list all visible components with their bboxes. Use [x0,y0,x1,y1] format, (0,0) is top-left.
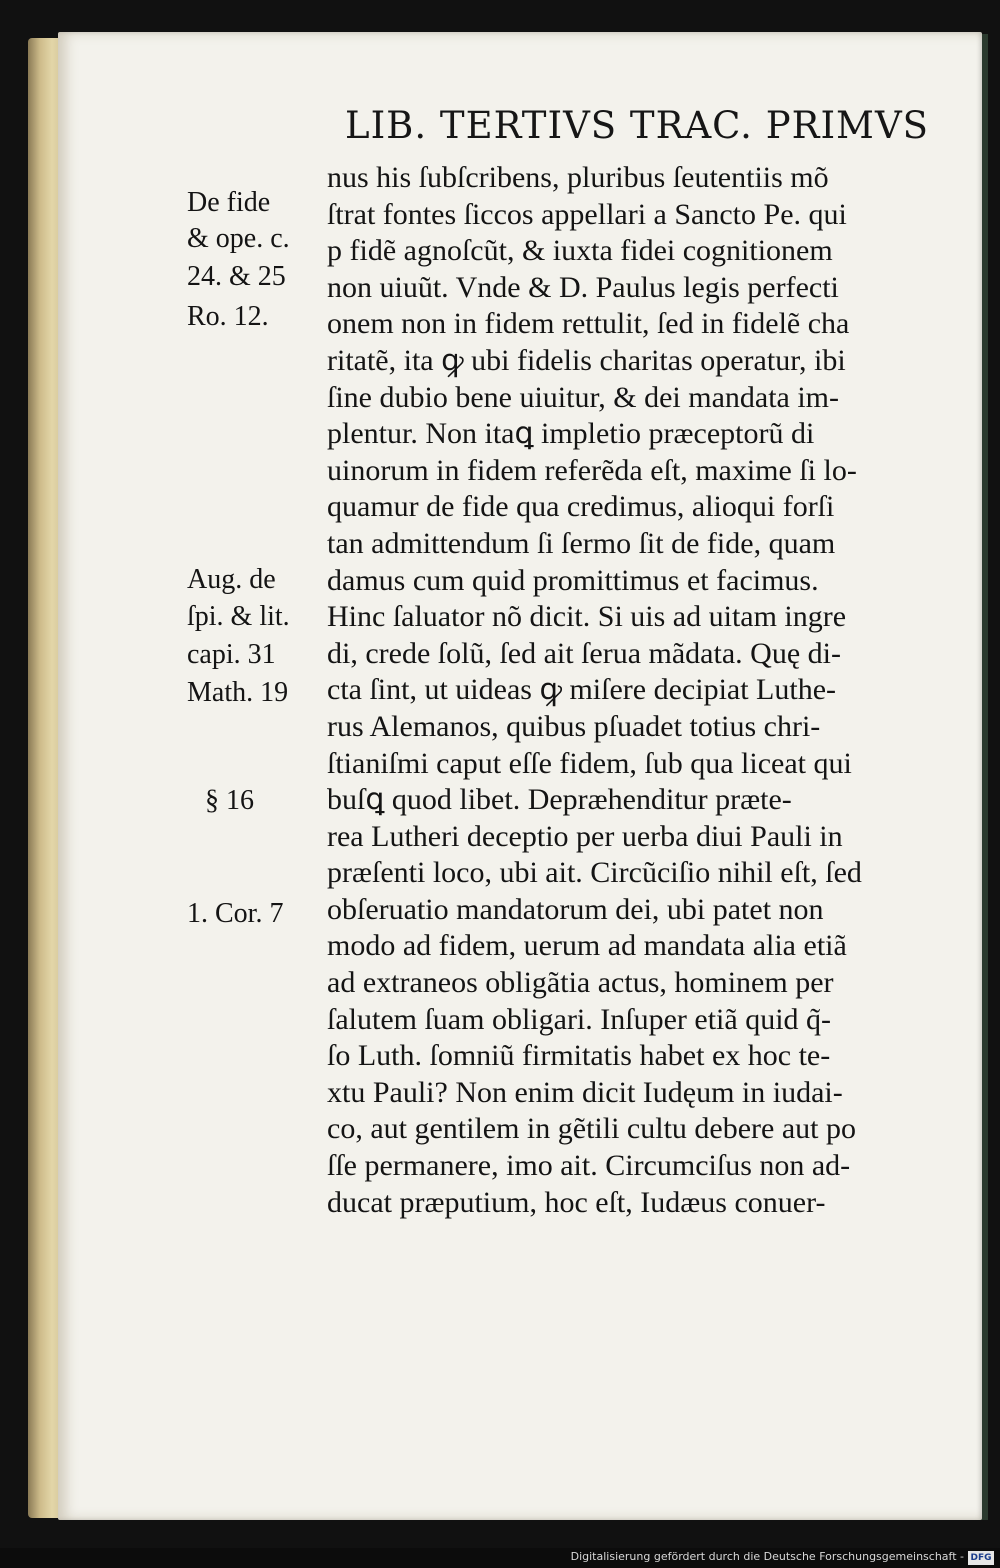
text-line: rus Alemanos, quibus pſuadet totius chri- [327,709,821,743]
text-line: onem non in fidem rettulit, ſed in fidelẽ cha [327,307,850,341]
text-line: plentur. Non itaꝗ impletio præceptorũ di [327,417,815,451]
text-line: obſeruatio mandatorum dei, ubi patet non [327,892,824,926]
text-line: co, aut gentilem in gẽtili cultu debere aut po [327,1112,856,1146]
text-line: præſenti loco, ubi ait. Circũciſio nihil eſt, ſed [327,856,862,890]
text-line: non uiuũt. Vnde & D. Paulus legis perfecti [327,270,839,304]
margin-note: capi. 31 [187,639,276,670]
body-text [327,160,942,1221]
text-line: tan admittendum ſi ſermo ſit de fide, quam [327,526,836,560]
margin-note: Ro. 12. [187,301,269,332]
text-line: ritatẽ, ita ꝙ ubi fidelis charitas operatur, ibi [327,343,846,377]
margin-note: § 16 [205,785,254,816]
text-line: ducat præputium, hoc eſt, Iudæus conuer- [327,1185,826,1219]
text-line: nus his ſubſcribens, pluribus ſeutentiis mõ [327,161,829,194]
text-line: damus cum quid promittimus et facimus. [327,563,819,597]
text-line: ſo Luth. ſomniũ firmitatis habet ex hoc te- [327,1039,831,1073]
text-line: rea Lutheri deceptio per uerba diui Pauli in [327,819,843,853]
text-line: p fidẽ agnoſcũt, & iuxta fidei cognitionem [327,234,833,268]
text-line: ſine dubio bene uiuitur, & dei mandata im- [327,380,840,414]
margin-note: ſpi. & lit. [187,601,290,632]
text-line: Hinc ſaluator nõ dicit. Si uis ad uitam ingre [327,600,847,634]
margin-note: De fide [187,187,271,218]
text-line: modo ad fidem, uerum ad mandata alia etiã [327,929,847,963]
margin-note: 1. Cor. 7 [187,898,284,929]
text-line: ſſe permanere, imo ait. Circumciſus non ad- [327,1149,851,1183]
text-line: ſalutem ſuam obligari. Inſuper etiã quid q̃- [327,1002,832,1036]
text-line: ad extraneos obligãtia actus, hominem per [327,966,834,1000]
text-line: buſꝗ quod libet. Depræhenditur præte- [327,783,792,817]
funding-credit: Digitalisierung gefördert durch die Deutsche Forschungsgemeinschaft - [570,1550,964,1563]
margin-note: 24. & 25 [187,261,286,292]
dfg-logo: DFG [968,1551,994,1565]
margin-note: Math. 19 [187,677,289,708]
text-line: di, crede ſolũ, ſed ait ſerua mãdata. Quę di- [327,636,841,670]
margin-note: & ope. c. [187,223,290,254]
text-line: xtu Pauli? Non enim dicit Iudęum in iudai- [327,1075,843,1109]
text-line: uinorum in fidem referẽda eſt, maxime ſi lo- [327,453,857,487]
text-line: ſtrat fontes ſiccos appellari a Sancto Pe. qui [327,197,847,231]
running-header: LIB. TERTIVS TRAC. PRIMVS [345,104,930,147]
margin-note: Aug. de [187,564,276,595]
text-line: cta ſint, ut uideas ꝙ miſere decipiat Luthe- [327,673,837,707]
text-line: quamur de fide qua credimus, alioqui forſi [327,490,835,524]
text-line: ſtianiſmi caput eſſe fidem, ſub qua liceat qui [327,746,852,780]
